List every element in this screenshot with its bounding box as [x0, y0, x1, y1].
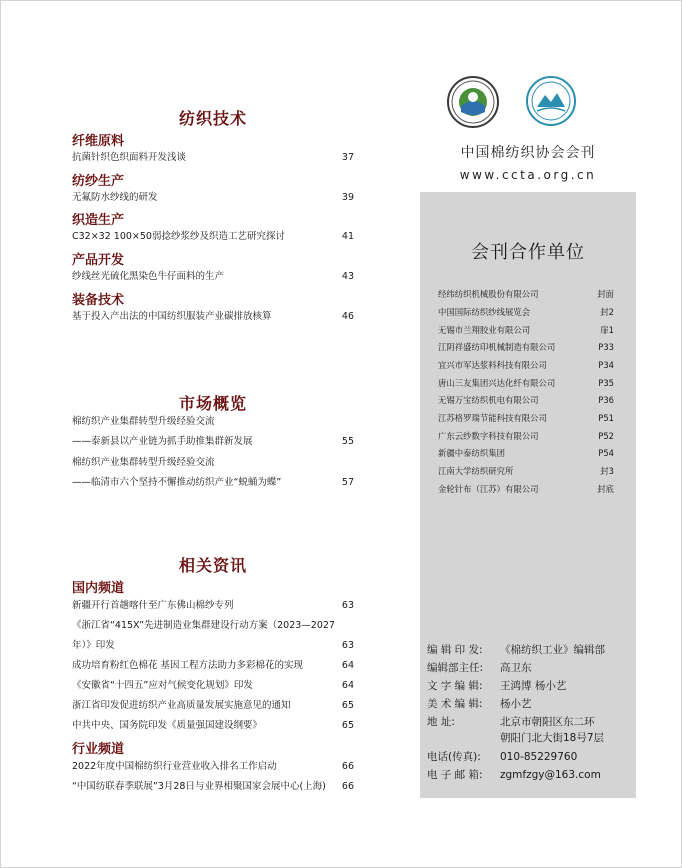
subsection-fiber: 纤维原料: [72, 134, 125, 149]
cooperation-item-page: P51: [598, 413, 614, 423]
imprint-value: 010-85229760: [500, 751, 578, 763]
cooperation-item[interactable]: [438, 324, 614, 336]
cooperation-item-name: 唐山三友集团兴达化纤有限公司: [438, 378, 556, 388]
imprint-line: [427, 660, 632, 676]
cooperation-item[interactable]: [438, 359, 614, 371]
toc-entry-title: 浙江省印发促进纺织产业高质量发展实施意见的通知: [72, 700, 291, 711]
toc-entry-page: 66: [341, 781, 354, 792]
section-title-market: 市场概览: [178, 394, 247, 413]
subsection-equipment: 装备技术: [72, 293, 125, 308]
cooperation-item-name: 江苏格罗瑞节能科技有限公司: [438, 413, 547, 423]
toc-entry-page: 66: [341, 761, 354, 772]
cooperation-item-page: P52: [598, 431, 614, 441]
section-title-textile-tech: 纺织技术: [178, 109, 247, 128]
toc-entry[interactable]: [72, 456, 354, 470]
cooperation-item-page: P36: [598, 395, 614, 405]
toc-entry-page: 43: [341, 271, 354, 282]
email-link[interactable]: zgmfzgy@163.com: [500, 769, 601, 781]
toc-entry-title: 中共中央、国务院印发《质量强国建设纲要》: [72, 720, 263, 731]
imprint-line: [427, 714, 632, 730]
cooperation-title: 会刊合作单位: [471, 242, 585, 263]
toc-entry-title: 棉纺织产业集群转型升级经验交流: [72, 457, 215, 468]
toc-entry[interactable]: [72, 760, 354, 774]
imprint-label: 电 子 邮 箱:: [427, 769, 483, 781]
toc-entry-title: 抗菌针织色织面料开发浅谈: [72, 152, 187, 163]
cooperation-item[interactable]: [438, 377, 614, 389]
toc-entry[interactable]: [72, 435, 354, 449]
toc-entry-page: 57: [341, 477, 354, 488]
toc-entry[interactable]: [72, 270, 354, 284]
imprint-value: 高卫东: [500, 662, 532, 674]
toc-entry-title: 基于投入产出法的中国纺织服装产业碳排放核算: [72, 311, 272, 322]
subsection-spinning: 纺纱生产: [72, 174, 125, 189]
imprint-value: 《棉纺织工业》编辑部: [500, 644, 605, 656]
cooperation-item[interactable]: [438, 394, 614, 406]
imprint-line: [427, 696, 632, 712]
toc-entry-page: 63: [341, 640, 354, 651]
imprint-line: [427, 678, 632, 694]
toc-entry-page: 63: [341, 600, 354, 611]
cooperation-item[interactable]: [438, 306, 614, 318]
cooperation-item-page: 封底: [597, 484, 614, 494]
cooperation-item-page: P33: [598, 342, 614, 352]
toc-entry-title: C32×32 100×50弱捻纱浆纱及织造工艺研究探讨: [72, 231, 285, 242]
toc-entry-title: “中国纺联春季联展”3月28日与业界相聚国家会展中心(上海): [72, 781, 326, 792]
imprint-label: 文 字 编 辑:: [427, 680, 483, 692]
cooperation-item-page: 封面: [597, 289, 614, 299]
cooperation-item[interactable]: [438, 412, 614, 424]
toc-entry-page: 46: [341, 311, 354, 322]
imprint-label: 地 址:: [427, 716, 455, 728]
toc-entry-page: 64: [341, 660, 354, 671]
toc-entry[interactable]: [72, 476, 354, 490]
imprint-value: 朝阳门北大街18号7层: [500, 732, 605, 744]
toc-entry-page: 41: [341, 231, 354, 242]
cooperation-item-name: 江阴祥盛纺印机械制造有限公司: [438, 342, 556, 352]
cooperation-item[interactable]: [438, 341, 614, 353]
cooperation-item[interactable]: [438, 288, 614, 300]
toc-entry-page: 65: [341, 700, 354, 711]
toc-entry[interactable]: [72, 310, 354, 324]
cooperation-item[interactable]: [438, 483, 614, 495]
toc-entry[interactable]: [72, 151, 354, 165]
cooperation-item-page: 扉1: [600, 325, 614, 335]
toc-entry[interactable]: [72, 679, 354, 693]
association-name: 中国棉纺织协会会刊: [460, 145, 596, 161]
toc-entry-page: 37: [341, 152, 354, 163]
imprint-value: 王鸿博 杨小艺: [500, 680, 567, 692]
subsection-product-dev: 产品开发: [72, 253, 125, 268]
toc-entry-title: 《安徽省“十四五”应对气候变化规划》印发: [72, 680, 253, 691]
imprint-label: 电话(传真):: [427, 751, 481, 763]
section-title-news: 相关资讯: [178, 556, 247, 575]
toc-entry[interactable]: [72, 599, 354, 613]
toc-entry[interactable]: [72, 719, 354, 733]
subsection-weaving: 织造生产: [72, 213, 125, 228]
cooperation-item-name: 广东云纱数字科技有限公司: [438, 431, 539, 441]
cooperation-item-page: P54: [598, 448, 614, 458]
ccta-logo: [447, 76, 499, 128]
cooperation-item-name: 宜兴市军达浆料科技有限公司: [438, 360, 547, 370]
cooperation-item-page: P35: [598, 378, 614, 388]
imprint-value: 北京市朝阳区东二环: [500, 716, 595, 728]
toc-entry-page: 65: [341, 720, 354, 731]
toc-entry[interactable]: [72, 639, 354, 653]
cooperation-item-name: 无锡万宝纺织机电有限公司: [438, 395, 539, 405]
imprint-line: [427, 749, 632, 765]
toc-entry[interactable]: [72, 191, 354, 205]
subsection-domestic: 国内频道: [72, 581, 125, 596]
jiangnan-university-logo: [525, 75, 573, 123]
imprint-label: 编 辑 印 发:: [427, 644, 483, 656]
subsection-industry: 行业频道: [72, 742, 125, 757]
cooperation-item-name: 新疆中泰纺织集团: [438, 448, 505, 458]
toc-entry[interactable]: [72, 230, 354, 244]
toc-entry-title: 新疆开行首趟喀什至广东佛山棉纱专列: [72, 600, 234, 611]
cooperation-item-name: 中国国际纺织纱线展览会: [438, 307, 531, 317]
toc-entry-page: 55: [341, 436, 354, 447]
toc-entry[interactable]: [72, 619, 354, 633]
imprint-label: 美 术 编 辑:: [427, 698, 483, 710]
toc-entry-title: 棉纺织产业集群转型升级经验交流: [72, 416, 215, 427]
toc-entry-title: 无氟防水纱线的研发: [72, 192, 158, 203]
cooperation-item-page: 封2: [600, 307, 614, 317]
toc-entry-title: ——临清市六个坚持不懈推动纺织产业“蜕蛹为蝶”: [72, 477, 282, 488]
imprint-line: [427, 642, 632, 658]
toc-entry[interactable]: [72, 780, 354, 794]
cooperation-item-page: 封3: [600, 466, 614, 476]
cooperation-item-name: 经纬纺织机械股份有限公司: [438, 289, 539, 299]
toc-entry-title: 年）》印发: [72, 640, 115, 651]
association-url[interactable]: www.ccta.org.cn: [459, 168, 597, 182]
toc-entry[interactable]: [72, 415, 354, 429]
cooperation-item-name: 江南大学纺织研究所: [438, 466, 514, 476]
cooperation-item-name: 无锡市兰翔胶业有限公司: [438, 325, 531, 335]
toc-entry-title: 《浙江省“415X”先进制造业集群建设行动方案（2023—2027: [72, 620, 335, 631]
cooperation-item-page: P34: [598, 360, 614, 370]
cooperation-item[interactable]: [438, 430, 614, 442]
toc-entry-title: 成功培育粉红色棉花 基因工程方法助力多彩棉花的实现: [72, 660, 304, 671]
toc-entry-title: 2022年度中国棉纺织行业营业收入排名工作启动: [72, 761, 277, 772]
imprint-value: 杨小艺: [500, 698, 532, 710]
imprint-label: 编辑部主任:: [427, 662, 484, 674]
cooperation-item-name: 金轮针布（江苏）有限公司: [438, 484, 539, 494]
toc-entry-page: 64: [341, 680, 354, 691]
toc-entry-title: ——泰新县以产业链为抓手助推集群新发展: [72, 436, 253, 447]
imprint-line[interactable]: [427, 767, 632, 783]
toc-entry-page: 39: [341, 192, 354, 203]
imprint-line: [427, 730, 632, 746]
toc-entry[interactable]: [72, 699, 354, 713]
cooperation-item[interactable]: [438, 465, 614, 477]
toc-entry[interactable]: [72, 659, 354, 673]
cooperation-item[interactable]: [438, 447, 614, 459]
toc-entry-title: 纱线丝光硫化黑染色牛仔面料的生产: [72, 271, 225, 282]
